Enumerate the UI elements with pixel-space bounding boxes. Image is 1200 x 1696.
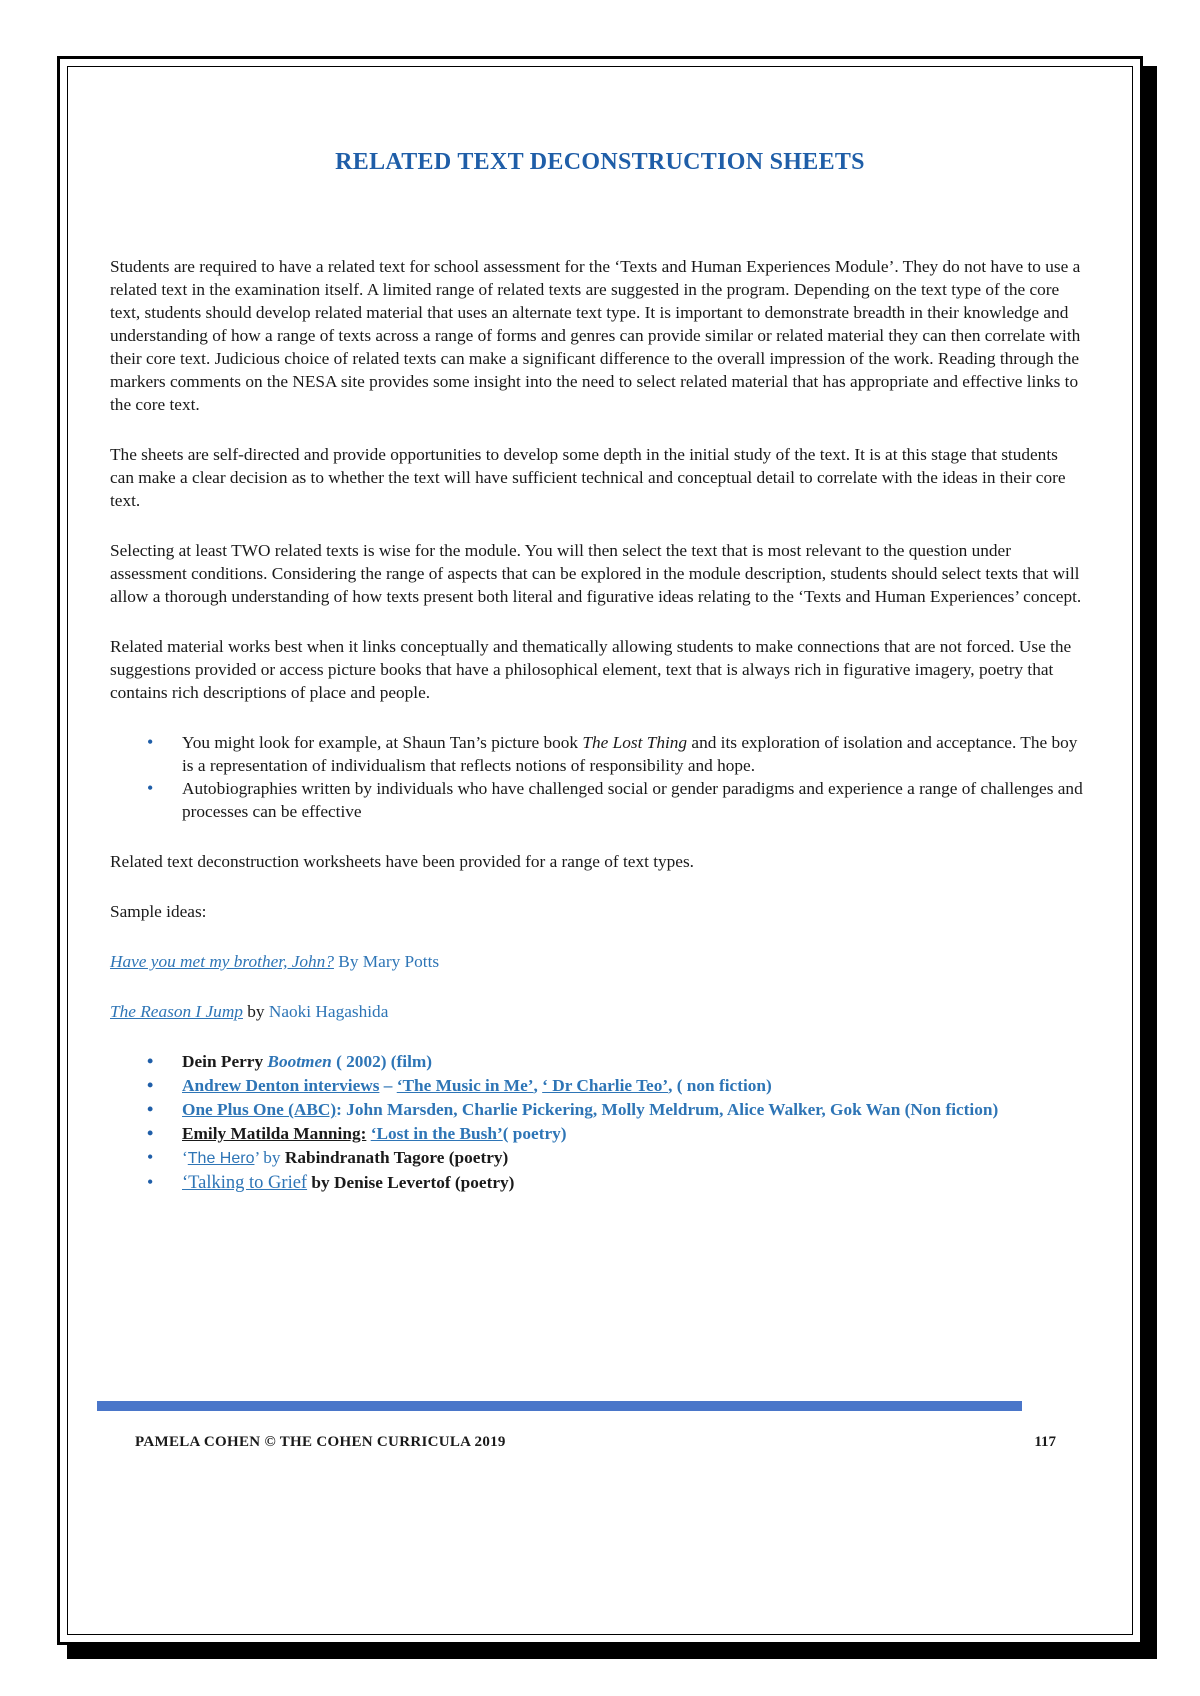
- film-title: Bootmen: [267, 1052, 332, 1071]
- document-body: [110, 255, 1085, 1196]
- list-item: • Autobiographies written by individuals who have challenged social or gender paradigms and experience a range of challenges and processes can be effective: [110, 777, 1085, 823]
- sample-link-row: The Reason I Jump by Naoki Hagashida: [110, 1002, 389, 1021]
- list-item: • ‘The Hero’ by Rabindranath Tagore (poetry): [110, 1146, 1085, 1170]
- sample-author: Naoki Hagashida: [268, 1002, 389, 1021]
- page-title: RELATED TEXT DECONSTRUCTION SHEETS: [335, 149, 865, 175]
- worksheets-note: Related text deconstruction worksheets have been provided for a range of text types.: [110, 852, 695, 871]
- page-number: 117: [1034, 1434, 1056, 1450]
- list-item: • You might look for example, at Shaun Tan’s picture book The Lost Thing and its exploration of isolation and acceptance. The boy is a representation of individualism that reflects notions of responsibility and hope.: [110, 731, 1085, 777]
- sample-link[interactable]: The Reason I Jump: [110, 1002, 243, 1021]
- sample-author: By Mary Potts: [333, 952, 440, 971]
- suggestion-list: [110, 731, 1085, 823]
- footer-copyright: PAMELA COHEN © THE COHEN CURRICULA 2019: [135, 1434, 506, 1450]
- page-frame: [57, 56, 1143, 1645]
- sample-link[interactable]: One Plus One (ABC): [182, 1100, 337, 1119]
- paragraph: Related material works best when it links conceptually and thematically allowing students to make connections that are not forced. Use the suggestions provided or access picture books that have a philosophical element, text that is always rich in figurative imagery, poetry that contains rich descriptions of place and people.: [110, 637, 1072, 702]
- sample-link[interactable]: The Hero: [187, 1150, 255, 1167]
- sample-link[interactable]: Have you met my brother, John?: [110, 952, 334, 971]
- list-item: • Dein Perry Bootmen ( 2002) (film): [110, 1050, 1085, 1073]
- list-item: • Andrew Denton interviews – ‘The Music in Me’, ‘ Dr Charlie Teo’, ( non fiction): [110, 1074, 1085, 1097]
- book-title: The Lost Thing: [582, 733, 688, 752]
- sample-link-row: [110, 950, 1085, 973]
- sample-link[interactable]: ‘Talking to Grief: [182, 1173, 308, 1193]
- list-item: • ‘Talking to Grief by Denise Levertof (poetry): [110, 1171, 1085, 1195]
- list-item: • One Plus One (ABC): John Marsden, Charlie Pickering, Molly Meldrum, Alice Walker, Gok Wan (Non fiction): [110, 1098, 1085, 1121]
- footer-divider: [97, 1401, 1022, 1411]
- sample-link[interactable]: ‘ Dr Charlie Teo’: [542, 1076, 669, 1095]
- sample-link[interactable]: ‘Lost in the Bush’: [370, 1124, 503, 1143]
- sample-link[interactable]: ‘The Music in Me’: [396, 1076, 534, 1095]
- paragraph: Students are required to have a related text for school assessment for the ‘Texts and Human Experiences Module’. They do not have to use a related text in the examination itself. A limited range of related texts are suggested in the program. Depending on the text type of the core text, students should develop related material that uses an alternate text type. It is important to demonstrate breadth in their knowledge and understanding of how a range of texts across a range of forms and genres can provide similar or related material they can then correlate with their core text. Judicious choice of related texts can make a significant difference to the overall impression of the work. Reading through the markers comments on the NESA site provides some insight into the need to select related material that has appropriate and effective links to the core text.: [110, 257, 1081, 414]
- sample-link[interactable]: Andrew Denton interviews: [182, 1076, 380, 1095]
- sample-ideas-label: Sample ideas:: [110, 902, 207, 921]
- sample-list: [110, 1050, 1085, 1195]
- paragraph: The sheets are self-directed and provide opportunities to develop some depth in the initial study of the text. It is at this stage that students can make a clear decision as to whether the text will have sufficient technical and conceptual detail to correlate with the ideas in their core text.: [110, 445, 1066, 510]
- paragraph: Selecting at least TWO related texts is wise for the module. You will then select the text that is most relevant to the question under assessment conditions. Considering the range of aspects that can be explored in the module description, students should select texts that will allow a thorough understanding of how texts present both literal and figurative ideas relating to the ‘Texts and Human Experiences’ concept.: [110, 541, 1082, 606]
- list-item: • Emily Matilda Manning: ‘Lost in the Bush’( poetry): [110, 1122, 1085, 1145]
